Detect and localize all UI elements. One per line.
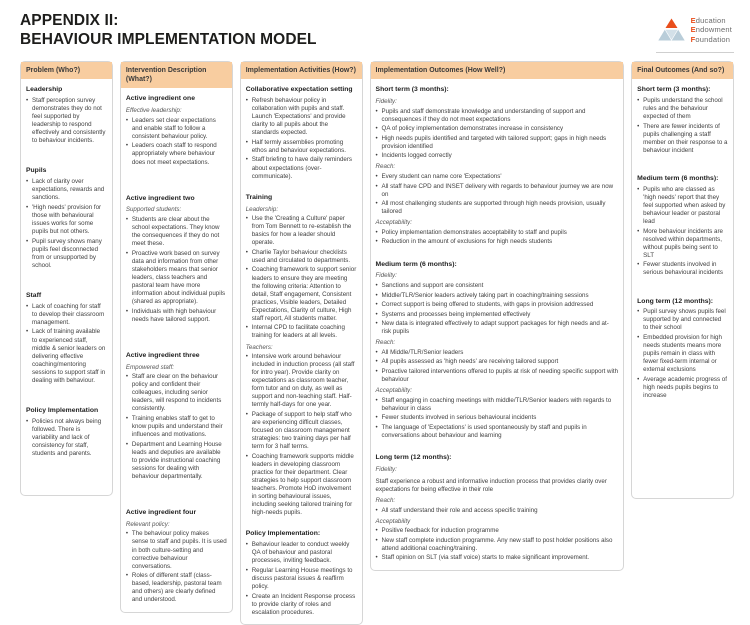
bullet-text: Policies not always being followed. There is variability and lack of consistency for staff, students and parents. <box>32 417 102 457</box>
bullet-item <box>246 266 357 322</box>
bullet-item <box>246 97 357 137</box>
bullet-item <box>246 324 357 340</box>
bullet-icon: • <box>26 417 29 425</box>
section-heading: Short term (3 months): <box>375 86 449 94</box>
bullet-icon: • <box>375 310 378 318</box>
bullet-item <box>637 261 728 277</box>
bullet-item <box>376 125 619 133</box>
italic-subheading: Reach: <box>375 339 396 347</box>
bullet-item <box>637 186 728 226</box>
section-heading: Collaborative expectation setting <box>245 86 353 94</box>
bullet-icon: • <box>245 324 248 332</box>
bullet-text: Systems and processes being implemented effectively <box>381 310 531 318</box>
bullet-icon: • <box>375 107 378 115</box>
bullet-icon: • <box>245 248 248 256</box>
bullet-text: Staff opinion on SLT (via staff voice) starts to make significant improvement. <box>381 554 590 562</box>
bullet-text: Staff briefing to have daily reminders about expectations (over-communicate). <box>251 156 353 180</box>
section-heading: Active ingredient two <box>125 194 195 202</box>
bullet-icon: • <box>375 536 378 544</box>
column-outcomes <box>370 61 625 571</box>
bullet-icon: • <box>125 249 129 257</box>
bullet-icon: • <box>375 182 378 190</box>
bullet-item <box>376 108 619 124</box>
column-intervention <box>120 61 233 613</box>
bullet-text: Incidents logged correctly <box>381 152 452 160</box>
bullet-icon: • <box>375 348 378 356</box>
bullet-icon: • <box>375 281 378 289</box>
paragraph: Staff experience a robust and informative induction process that provides clarity over expectations for being effective in their role <box>375 477 607 493</box>
bullet-item <box>376 301 619 309</box>
bullet-item <box>126 530 227 570</box>
bullet-icon: • <box>125 215 129 223</box>
bullet-item <box>246 541 357 565</box>
column-body <box>371 79 624 570</box>
bullet-text: Positive feedback for induction programme <box>381 527 499 535</box>
model-columns <box>0 59 750 625</box>
bullet-text: New data is integrated effectively to adapt support packages for high needs and at-risk pupils <box>381 320 609 336</box>
bullet-item <box>376 152 619 160</box>
italic-subheading: Acceptability: <box>375 219 412 227</box>
bullet-text: Package of support to help staff who are experiencing difficult classes, focused on classroom management strategies: two training days per half term for 3 half terms. <box>251 411 352 451</box>
column-activities <box>240 61 363 625</box>
bullet-text: Coaching framework supports middle leaders in developing classroom practice for their department. Clear strategies to help support classroom teachers. Promote HoD involvement in sorting behavioural issues, including seeking tailored training for high-needs pupils. <box>251 452 354 517</box>
column-problem <box>20 61 113 496</box>
bullet-text: Coaching framework to support senior leaders to ensure they are meeting the following criteria: Attention to detail, Staff engagement, Consistent practices, Visible leaders, Detailed Expectations, Clarity of culture, High staff report, All students matter. <box>251 266 357 322</box>
bullet-text: Every student can name core 'Expectations' <box>381 173 502 181</box>
section-heading: Active ingredient four <box>125 508 197 516</box>
column-body <box>121 88 232 612</box>
bullet-item <box>637 308 728 332</box>
bullet-item <box>126 250 227 306</box>
section-heading: Policy Implementation <box>26 406 99 414</box>
italic-subheading: Teachers: <box>245 343 273 351</box>
bullet-icon: • <box>245 215 248 223</box>
section-heading: Leadership <box>26 86 63 94</box>
bullet-item <box>126 117 227 141</box>
bullet-icon: • <box>125 572 129 580</box>
bullet-text: The language of 'Expectations' is used spontaneously by staff and pupils in conversations about behaviour and learning <box>381 423 587 439</box>
bullet-icon: • <box>26 302 29 310</box>
italic-subheading: Supported students: <box>125 206 182 214</box>
bullet-text: Charlie Taylor behaviour checklists used and circulated to departments. <box>251 248 351 264</box>
column-header-outcomes: Implementation Outcomes (How Well?) <box>371 62 624 79</box>
bullet-item <box>376 527 619 535</box>
bullet-icon: • <box>637 334 640 342</box>
bullet-item <box>26 303 107 327</box>
bullet-item <box>376 349 619 357</box>
bullet-item <box>26 178 107 202</box>
bullet-icon: • <box>125 142 129 150</box>
bullet-icon: • <box>245 156 248 164</box>
bullet-text: Lack of training available to experienced staff, middle & senior leaders on delivering effective coaching/mentoring sessions to support staff in dealing with behaviour. <box>32 328 106 384</box>
page-title <box>20 12 317 50</box>
bullet-icon: • <box>375 228 378 236</box>
bullet-text: QA of policy implementation demonstrates increase in consistency <box>381 125 564 133</box>
bullet-text: Fewer students involved in serious behavioural incidents <box>643 261 723 277</box>
bullet-item <box>376 135 619 151</box>
bullet-item <box>376 507 619 515</box>
bullet-icon: • <box>245 411 248 418</box>
bullet-item <box>126 415 227 439</box>
bullet-text: Staff perception survey demonstrates they do not feel supported by leadership to respond effectively and consistently to behaviour incidents. <box>32 97 106 145</box>
bullet-item <box>246 353 357 409</box>
bullet-item <box>376 292 619 300</box>
title-line-2: BEHAVIOUR IMPLEMENTATION MODEL <box>20 30 317 48</box>
column-final <box>631 61 734 499</box>
bullet-text: Fewer students involved in serious behavioural incidents <box>381 414 537 422</box>
bullet-icon: • <box>26 97 29 105</box>
bullet-item <box>246 453 357 518</box>
section-heading: Short term (3 months): <box>637 86 711 94</box>
bullet-item <box>376 282 619 290</box>
bullet-icon: • <box>245 266 248 274</box>
bullet-text: Individuals with high behaviour needs have tailored support. <box>131 307 217 323</box>
eef-logo-text <box>691 16 732 44</box>
bullet-text: More behaviour incidents are resolved within departments, without pupils being sent to SLT <box>643 227 723 259</box>
bullet-item <box>26 238 107 270</box>
bullet-item <box>376 173 619 181</box>
bullet-text: Middle/TLR/Senior leaders actively taking part in coaching/training sessions <box>381 291 589 299</box>
bullet-item <box>376 200 619 216</box>
bullet-icon: • <box>637 185 640 193</box>
bullet-text: Students are clear about the school expectations. They know the consequences if they do not meet these. <box>131 215 220 248</box>
italic-subheading: Fidelity: <box>375 465 397 473</box>
bullet-text: Staff are clear on the behaviour policy and confident their colleagues, including senior leaders, will respond to incidents consistently. <box>131 373 222 413</box>
bullet-text: Pupil survey shows many pupils feel disconnected from or unsupported by school. <box>32 237 102 269</box>
italic-subheading: Relevant policy: <box>125 520 170 528</box>
bullet-icon: • <box>26 237 29 245</box>
bullet-item <box>637 123 728 155</box>
bullet-item <box>246 411 357 451</box>
bullet-item <box>26 418 107 458</box>
bullet-icon: • <box>245 566 248 574</box>
bullet-text: Leaders set clear expectations and enable staff to follow a consistent behaviour policy. <box>131 116 216 140</box>
bullet-icon: • <box>375 291 378 299</box>
bullet-icon: • <box>245 353 248 361</box>
bullet-icon: • <box>245 541 248 549</box>
section-heading: Active ingredient three <box>125 351 200 359</box>
bullet-icon: • <box>375 320 378 328</box>
bullet-text: The behaviour policy makes sense to staff and pupils. It is used in both culture-setting and corrective behaviour conversations. <box>131 530 227 570</box>
bullet-text: Staff engaging in coaching meetings with middle/TLR/Senior leaders with regards to behaviour in class <box>381 396 612 412</box>
bullet-text: Use the 'Creating a Culture' paper from Tom Bennett to re-establish the basics for how a leader should operate. <box>251 215 352 247</box>
bullet-icon: • <box>245 97 248 105</box>
bullet-icon: • <box>125 307 129 315</box>
bullet-text: Leaders coach staff to respond appropriately where behaviour does not meet expectations. <box>131 142 217 166</box>
bullet-icon: • <box>125 116 129 124</box>
bullet-icon: • <box>637 227 640 235</box>
italic-subheading: Fidelity: <box>375 98 397 106</box>
logo-word: Education <box>690 16 726 25</box>
italic-subheading: Effective leadership: <box>125 107 182 115</box>
bullet-text: New staff complete induction programme. Any new staff to post holder positions also attend additional coaching/training. <box>381 536 613 552</box>
bullet-text: Roles of different staff (class-based, leadership, pastoral team and others) are clearly defined and understood. <box>131 572 222 604</box>
bullet-item <box>637 97 728 121</box>
bullet-icon: • <box>375 396 378 404</box>
bullet-icon: • <box>125 373 129 381</box>
bullet-item <box>376 229 619 237</box>
bullet-text: Pupils and staff demonstrate knowledge and understanding of support and consequences if they do not meet expectations <box>381 107 586 123</box>
bullet-item <box>637 376 728 400</box>
section-heading: Staff <box>26 291 42 299</box>
bullet-text: Proactive tailored interventions offered to pupils at risk of needing specific support with behaviour <box>381 368 619 384</box>
bullet-text: Intensive work around behaviour included in induction process (all staff for intro year). Provide clarity on expectations as classroom teacher, form tutor and on duty, as well as support and non-teaching staff. Half-termly half-days for one year. <box>251 353 355 409</box>
column-body <box>241 79 362 624</box>
bullet-icon: • <box>245 452 248 460</box>
bullet-icon: • <box>375 125 378 133</box>
bullet-item <box>126 572 227 604</box>
bullet-text: Lack of coaching for staff to develop their classroom management. <box>32 302 105 326</box>
bullet-icon: • <box>375 527 378 535</box>
bullet-text: Reduction in the amount of exclusions for high needs students <box>381 238 553 246</box>
bullet-item <box>126 373 227 413</box>
italic-subheading: Empowered staff: <box>125 363 175 371</box>
section-heading: Medium term (6 months): <box>637 174 719 182</box>
bullet-icon: • <box>375 200 378 208</box>
bullet-icon: • <box>637 375 640 383</box>
bullet-icon: • <box>375 554 378 562</box>
bullet-icon: • <box>375 134 378 142</box>
bullet-text: Department and Learning House leads and deputies are available to provide instructional coaching sessions for dealing with behaviour departmentally. <box>131 440 222 480</box>
italic-subheading: Reach: <box>375 163 396 171</box>
bullet-text: High needs pupils identified and targeted with tailored support; gaps in high needs provision identified <box>381 134 607 150</box>
bullet-item <box>246 593 357 617</box>
eef-logo <box>656 14 734 53</box>
section-heading: Policy Implementation: <box>245 530 321 538</box>
bullet-icon: • <box>375 358 378 366</box>
bullet-item <box>376 183 619 199</box>
bullet-text: Half termly assemblies promoting ethos and behaviour expectations. <box>251 138 346 154</box>
section-heading: Medium term (6 months): <box>375 260 457 268</box>
section-heading: Long term (12 months): <box>375 454 452 461</box>
bullet-text: Policy implementation demonstrates acceptability to staff and pupils <box>381 228 567 236</box>
bullet-text: Create an Incident Response process to provide clarity of roles and escalation procedures. <box>251 592 356 616</box>
page-header <box>0 0 750 59</box>
section-heading: Training <box>245 193 273 201</box>
bullet-item <box>26 97 107 145</box>
bullet-text: Training enables staff to get to know pupils and understand their influences and motivations. <box>131 414 223 439</box>
bullet-item <box>376 397 619 413</box>
italic-subheading: Fidelity: <box>375 272 397 280</box>
italic-subheading: Leadership: <box>245 205 279 213</box>
bullet-icon: • <box>245 138 248 146</box>
bullet-item <box>376 311 619 319</box>
bullet-icon: • <box>375 506 378 514</box>
bullet-item <box>376 424 619 440</box>
bullet-icon: • <box>375 173 378 181</box>
bullet-text: Pupil survey shows pupils feel supported by and connected to their school <box>643 308 726 332</box>
italic-subheading: Acceptability <box>375 517 411 525</box>
bullet-item <box>126 308 227 324</box>
bullet-icon: • <box>375 238 378 246</box>
logo-word: Foundation <box>690 34 731 44</box>
bullet-text: All staff have CPD and INSET delivery with regards to behaviour journey we are now on <box>381 182 614 198</box>
bullet-icon: • <box>375 368 378 375</box>
bullet-item <box>246 567 357 591</box>
bullet-item <box>26 328 107 384</box>
bullet-item <box>126 142 227 166</box>
bullet-text: Regular Learning House meetings to discuss pastoral issues & reaffirm policy. <box>251 566 353 590</box>
section-heading: Pupils <box>26 167 47 175</box>
bullet-text: Lack of clarity over expectations, rewards and sanctions. <box>32 178 105 202</box>
bullet-icon: • <box>637 122 640 130</box>
bullet-item <box>246 156 357 180</box>
bullet-icon: • <box>125 530 129 538</box>
bullet-icon: • <box>637 261 640 269</box>
bullet-item <box>376 238 619 246</box>
bullet-item <box>376 537 619 553</box>
bullet-text: Average academic progress of high needs pupils begins to increase <box>643 375 727 399</box>
bullet-icon: • <box>125 440 129 448</box>
bullet-text: All most challenging students are supported through high needs provision, usually tailored <box>381 200 606 216</box>
eef-triangles-icon <box>658 18 685 42</box>
bullet-text: There are fewer incidents of pupils challenging a staff member on their response to a behaviour incident <box>643 122 728 154</box>
bullet-text: Sanctions and support are consistent <box>381 281 484 289</box>
bullet-text: All staff understand their role and access specific training <box>381 506 538 514</box>
bullet-text: 'High needs' provision for those with behavioural issues works for some pupils but not others. <box>32 203 102 236</box>
italic-subheading: Reach: <box>375 497 396 505</box>
italic-subheading: Acceptability: <box>375 387 412 395</box>
bullet-item <box>376 368 619 384</box>
bullet-text: Refresh behaviour policy in collaboration with pupils and staff. Launch 'Expectations' and provide clarity to all pupils about the standards expected. <box>251 97 346 137</box>
bullet-icon: • <box>125 414 129 422</box>
bullet-text: All pupils assessed as 'high needs' are receiving tailored support <box>381 358 559 366</box>
bullet-item <box>376 554 619 562</box>
section-heading: Long term (12 months): <box>637 297 714 305</box>
bullet-item <box>126 216 227 248</box>
column-header-problem: Problem (Who?) <box>21 62 112 79</box>
bullet-icon: • <box>375 152 378 160</box>
section-heading: Active ingredient one <box>125 95 195 103</box>
column-header-final: Final Outcomes (And so?) <box>632 62 733 79</box>
bullet-icon: • <box>375 414 378 422</box>
bullet-text: All Middle/TLR/Senior leaders <box>381 348 464 356</box>
bullet-item <box>126 441 227 481</box>
bullet-text: Embedded provision for high needs students means more pupils remain in class with fewer fixed-term internal or external exclusions <box>643 334 722 374</box>
bullet-item <box>637 334 728 374</box>
column-body <box>632 79 733 407</box>
bullet-item <box>246 249 357 265</box>
bullet-icon: • <box>26 328 29 336</box>
bullet-text: Pupils understand the school rules and the behaviour expected of them <box>643 97 723 121</box>
bullet-item <box>376 320 619 336</box>
bullet-text: Internal CPD to facilitate coaching training for leaders at all levels. <box>251 324 345 340</box>
bullet-item <box>26 204 107 236</box>
bullet-icon: • <box>637 97 640 105</box>
bullet-icon: • <box>375 301 378 309</box>
bullet-item <box>246 139 357 155</box>
bullet-text: Behaviour leader to conduct weekly QA of behaviour and pastoral processes, inviting feedback. <box>251 541 350 565</box>
bullet-icon: • <box>375 423 378 431</box>
logo-word: Endowment <box>690 25 732 35</box>
bullet-text: Pupils who are classed as 'high needs' report that they feel supported when asked by behaviour leader or pastoral lead <box>643 185 726 226</box>
bullet-item <box>376 358 619 366</box>
bullet-item <box>637 228 728 260</box>
bullet-item <box>376 414 619 422</box>
title-line-1: APPENDIX II: <box>20 12 119 29</box>
bullet-text: Correct support is being offered to students, with gaps in provision addressed <box>381 301 594 309</box>
bullet-icon: • <box>245 592 248 600</box>
column-header-intervention: Intervention Description (What?) <box>121 62 232 88</box>
bullet-text: Proactive work based on survey data and information from other stakeholders means that senior leaders, class teachers and pastoral team have more information about individual pupils (shared as appropriate). <box>131 249 226 306</box>
column-header-activities: Implementation Activities (How?) <box>241 62 362 79</box>
bullet-icon: • <box>637 308 640 316</box>
bullet-icon: • <box>26 203 29 211</box>
column-body <box>21 79 112 465</box>
bullet-icon: • <box>26 178 29 186</box>
bullet-item <box>246 215 357 247</box>
